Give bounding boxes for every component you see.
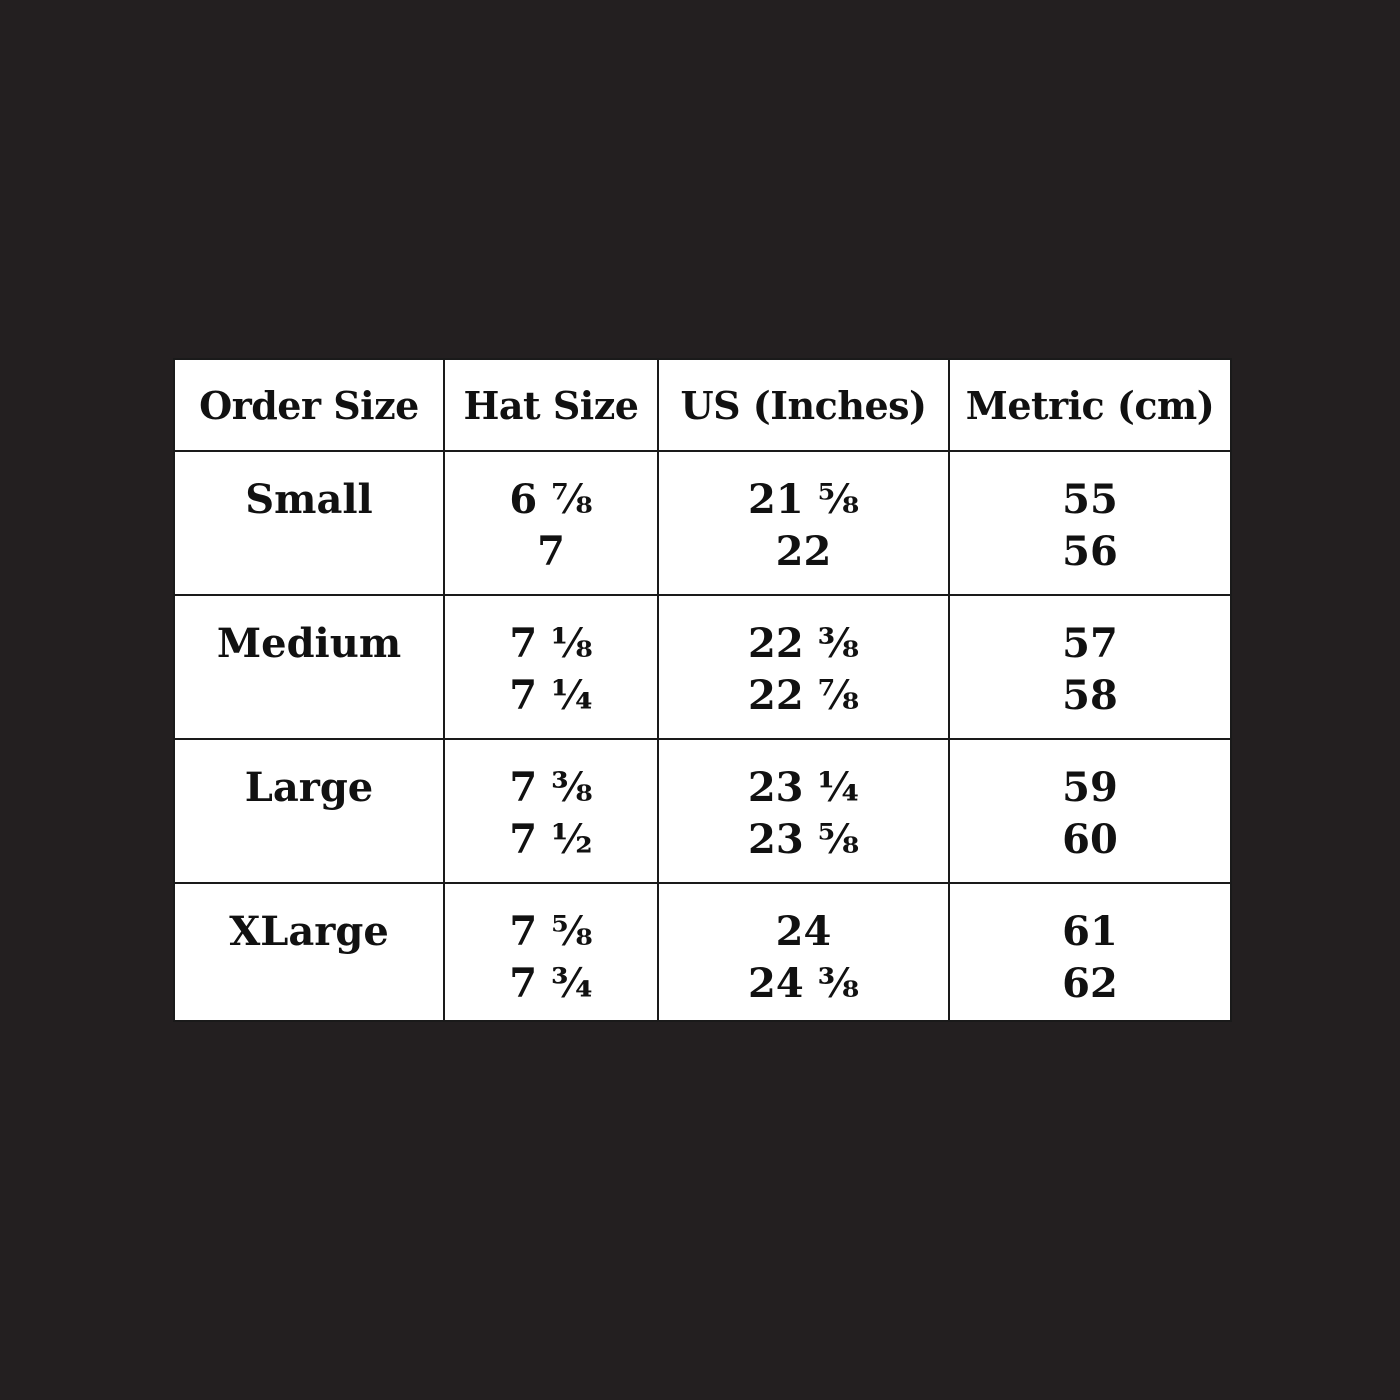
hat-size-value: 7 ¾	[509, 960, 593, 1007]
hat-size-value: 7 ¼	[509, 672, 593, 719]
metric-cm-value: 55	[1062, 476, 1118, 523]
table-row	[174, 595, 1231, 739]
table-header	[174, 359, 1231, 451]
table-body	[174, 451, 1231, 1021]
metric-cm-value: 57	[1062, 620, 1118, 667]
metric-cm-cell	[949, 739, 1231, 883]
hat-size-cell	[444, 883, 658, 1021]
metric-cm-value: 62	[1062, 960, 1118, 1007]
us-inches-value: 23 ⅝	[748, 816, 859, 863]
hat-size-value: 6 ⅞	[509, 476, 593, 523]
us-inches-cell	[658, 595, 949, 739]
table-row	[174, 451, 1231, 595]
us-inches-value: 22 ⅞	[748, 672, 859, 719]
us-inches-value: 21 ⅝	[748, 476, 859, 523]
size-chart-table	[173, 358, 1232, 1022]
us-inches-value: 23 ¼	[747, 764, 860, 811]
order-size-label: Large	[244, 764, 374, 811]
metric-cm-cell	[949, 595, 1231, 739]
hat-size-value: 7 ⅜	[509, 764, 593, 811]
hat-size-value: 7 ½	[509, 816, 593, 863]
order-size-cell	[174, 451, 444, 595]
us-inches-cell	[658, 451, 949, 595]
header-hat-size: Hat Size	[444, 359, 658, 451]
header-us-inches: US (Inches)	[658, 359, 949, 451]
metric-cm-value: 59	[1062, 764, 1118, 811]
table-row	[174, 883, 1231, 1021]
order-size-label: Medium	[216, 620, 402, 667]
hat-size-value: 7	[537, 528, 565, 575]
metric-cm-value: 58	[1062, 672, 1118, 719]
hat-size-cell	[444, 451, 658, 595]
us-inches-value: 24 ⅜	[748, 960, 859, 1007]
order-size-cell	[174, 595, 444, 739]
us-inches-value: 22 ⅜	[748, 620, 859, 667]
metric-cm-cell	[949, 451, 1231, 595]
metric-cm-value: 60	[1062, 816, 1118, 863]
us-inches-cell	[658, 739, 949, 883]
order-size-cell	[174, 883, 444, 1021]
hat-size-value: 7 ⅛	[509, 620, 593, 667]
table-row	[174, 739, 1231, 883]
header-row	[174, 359, 1231, 451]
metric-cm-value: 56	[1062, 528, 1118, 575]
us-inches-value: 22	[775, 528, 832, 575]
order-size-label: XLarge	[229, 908, 389, 955]
order-size-cell	[174, 739, 444, 883]
hat-size-value: 7 ⅝	[509, 908, 593, 955]
hat-size-cell	[444, 595, 658, 739]
metric-cm-value: 61	[1062, 908, 1118, 955]
order-size-label: Small	[245, 476, 373, 523]
header-metric-cm: Metric (cm)	[949, 359, 1231, 451]
hat-size-cell	[444, 739, 658, 883]
us-inches-value: 24	[775, 908, 832, 955]
us-inches-cell	[658, 883, 949, 1021]
header-order-size: Order Size	[174, 359, 444, 451]
metric-cm-cell	[949, 883, 1231, 1021]
